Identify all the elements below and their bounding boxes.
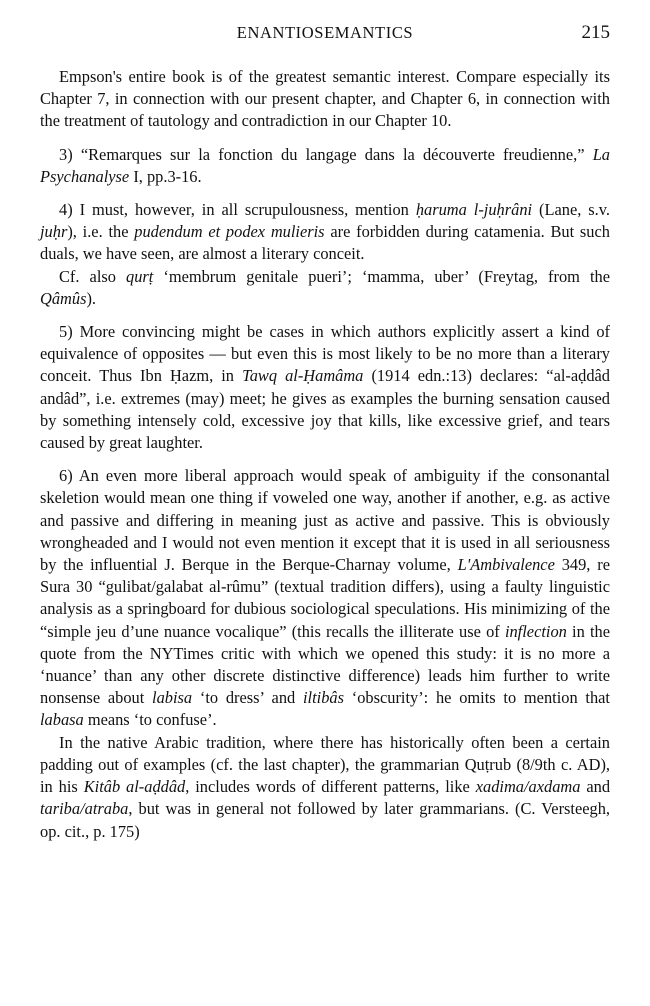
running-title: ENANTIOSEMANTICS: [236, 23, 414, 42]
term-iltibas: iltibâs: [302, 688, 344, 708]
term-qamus: Qâmûs: [40, 288, 87, 308]
term-xadima-axdama: xadima/axdama: [475, 777, 581, 797]
item-6-text-a: 6) An even more liberal approach would speak of ambiguity if the consonantal skeletion would mean one thing if voweled one way, another if another, e.g. as active and passive and differing in meaning just as active and passive. This is obviously wrongheaded and I would not even mention it except that it is used in all seriousness by the influential J. Berque in the Berque-Charnay volume,: [40, 466, 610, 575]
paragraph-text: Empson's entire book is of the greatest semantic interest. Compare especially its Chapter 7, in connection with our present chapter, and Chapter 6, in connection with the treatment of tautology and contradiction in our Chapter 10.: [40, 67, 610, 131]
item-6-text-c: in the quote from the NYTimes critic with which we opened this study: it is no more a ‘nuance’ than any other discrete distinctive difference) leads him further to write nonsense about: [40, 621, 611, 708]
running-head: [40, 20, 610, 46]
item-4-text-b: (Lane, s.v.: [532, 200, 611, 220]
title-kitab-al-addad: Kitâb al-aḍdâd: [83, 777, 186, 797]
item-6-text-e: ‘obscurity’: he omits to mention that: [343, 688, 610, 708]
item-4-text-d: are forbidden during catamenia. But such duals, we have seen, are almost a literary conceit.: [40, 222, 610, 264]
item-6-text-b: 349, re Sura 30 “gulibat/galabat al-rûmu” (textual tradition differs), using a faulty linguistic analysis as a springboard for dubious sociological speculations. His minimizing of the “simple jeu d’une nuance vocalique” (this recalls the illiterate use of: [40, 555, 610, 641]
text-block: [40, 66, 610, 843]
page-number: 215: [581, 22, 610, 43]
paragraph-arabic-tradition: [40, 732, 610, 843]
item-4-text-c: ), i.e. the: [67, 222, 135, 242]
term-tariba-atraba: tariba/atraba: [40, 799, 129, 819]
term-haruma-l-juhrani: ḥaruma l-juḥrâni: [415, 200, 533, 220]
item-6-text-d: ‘to dress’ and: [192, 688, 303, 708]
item-5-text-a: 5) More convincing might be cases in which authors explicitly assert a kind of equivalence of opposites — but even this is most likely to be no more than a literary conceit. Thus Ibn Ḥazm, in: [40, 322, 610, 386]
term-labasa: labasa: [40, 710, 84, 730]
term-qurt: qurṭ: [126, 266, 154, 286]
paragraph-item-3: [40, 144, 610, 188]
paragraph-item-6: [40, 465, 610, 731]
cf-text-c: ).: [86, 288, 97, 308]
title-lambivalence: L'Ambivalence: [457, 555, 555, 575]
term-inflection: inflection: [504, 621, 567, 641]
arabic-tradition-text-a: In the native Arabic tradition, where there has historically often been a certain padding out of examples (cf. the last chapter), the grammarian Quṭrub (8/9th c. AD), in his: [40, 732, 610, 797]
item-3-text-a: 3) “Remarques sur la fonction du langage dans la découverte freudienne,”: [59, 144, 593, 164]
term-juhr: juḥr: [40, 222, 68, 242]
term-pudendum-et-podex-mulieris: pudendum et podex mulieris: [134, 222, 325, 242]
item-5-text-b: (1914 edn.:13) declares: “al-aḍdâd andâd”, i.e. extremes (may) meet; he gives as examples the burning sensation caused by something intensely cold, excessive joy that kills, like excessive grief, and tears caused by great laughter.: [40, 366, 610, 453]
arabic-tradition-text-d: , but was in general not followed by later grammarians. (C. Versteegh, op. cit., p. 175): [40, 799, 610, 841]
paragraph-empson: [40, 66, 610, 133]
title-la-psychanalyse: La Psychanalyse: [40, 144, 610, 186]
title-tawq-al-hamama: Tawq al-Ḥamâma: [242, 366, 364, 386]
item-3-text-b: I, pp.3-16.: [129, 166, 202, 186]
arabic-tradition-text-b: , includes words of different patterns, like: [185, 777, 476, 797]
cf-text-a: Cf. also: [59, 266, 126, 286]
paragraph-cf-also: [40, 266, 610, 310]
item-6-text-f: means ‘to confuse’.: [83, 710, 217, 730]
item-4-text-a: 4) I must, however, in all scrupulousness, mention: [59, 200, 416, 220]
cf-text-b: ‘membrum genitale pueri’; ‘mamma, uber’ (Freytag, from the: [153, 266, 610, 286]
arabic-tradition-text-c: and: [580, 777, 611, 797]
paragraph-item-4: [40, 199, 610, 266]
paragraph-item-5: [40, 321, 610, 454]
term-labisa: labisa: [152, 688, 193, 708]
